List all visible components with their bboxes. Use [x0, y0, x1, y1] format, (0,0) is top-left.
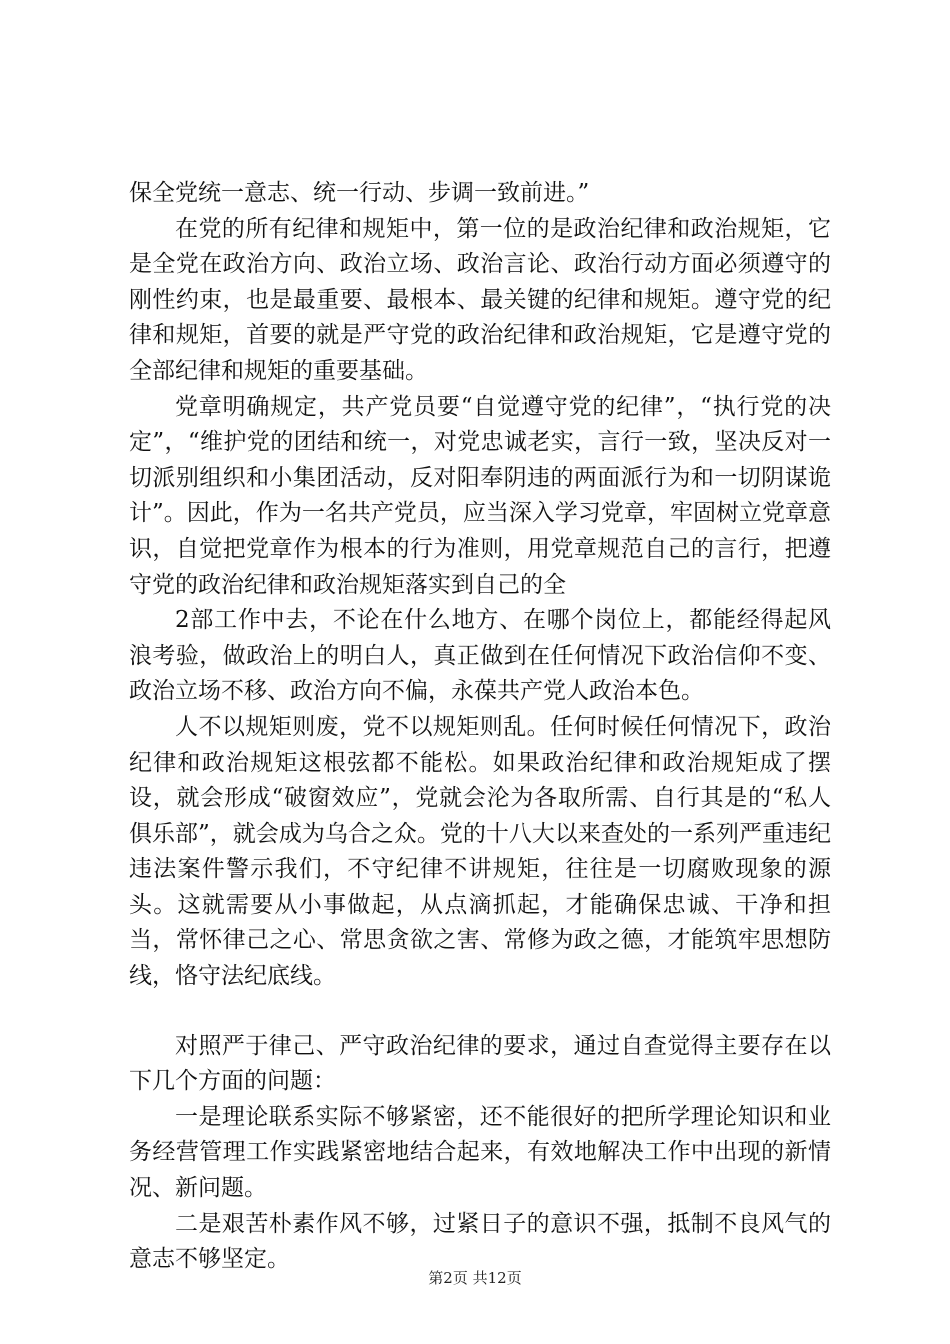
paragraph-party-constitution: 党章明确规定，共产党员要“自觉遵守党的纪律”，“执行党的决定”，“维护党的团结和统一，对党忠诚老实，言行一致，坚决反对一切派别组织和小集团活动，反对阳奉阴违的两面派行为和一切阴谋诡计”。因此，作为一名共产党员，应当深入学习党章，牢固树立党章意识，自觉把党章作为根本的行为准则，用党章规范自己的言行，把遵守党的政治纪律和政治规矩落实到自己的全	[129, 393, 831, 598]
paragraph-gap	[129, 995, 831, 1029]
paragraph-political-discipline: 在党的所有纪律和规矩中，第一位的是政治纪律和政治规矩，它是全党在政治方向、政治立场、政治言论、政治行动方面必须遵守的刚性约束，也是最重要、最根本、最关键的纪律和规矩。遵守党的纪律和规矩，首要的就是严守党的政治纪律和政治规矩，它是遵守党的全部纪律和规矩的重要基础。	[129, 215, 831, 384]
paragraph-continuation: 保全党统一意志、统一行动、步调一致前进。”	[129, 180, 590, 206]
paragraph-issue-one: 一是理论联系实际不够紧密，还不能很好的把所学理论知识和业务经营管理工作实践紧密地结合起来，有效地解决工作中出现的新情况、新问题。	[129, 1103, 831, 1202]
paragraph-self-check: 对照严于律己、严守政治纪律的要求，通过自查觉得主要存在以下几个方面的问题：	[129, 1032, 831, 1095]
paragraph-issue-two: 二是艰苦朴素作风不够，过紧日子的意识不强，抵制不良风气的意志不够坚定。	[129, 1210, 831, 1273]
paragraph-rules-importance: 人不以规矩则废，党不以规矩则乱。任何时候任何情况下，政治纪律和政治规矩这根弦都不能松。如果政治纪律和政治规矩成了摆设，就会形成“破窗效应”，党就会沦为各取所需、自行其是的“私人俱乐部”，就会成为乌合之众。党的十八大以来查处的一系列严重违纪违法案件警示我们，不守纪律不讲规矩，往往是一切腐败现象的源头。这就需要从小事做起，从点滴抓起，才能确保忠诚、干净和担当，常怀律己之心、常思贪欲之害、常修为政之德，才能筑牢思想防线，恪守法纪底线。	[129, 713, 831, 990]
paragraph-work-commitment: 2部工作中去，不论在什么地方、在哪个岗位上，都能经得起风浪考验，做政治上的明白人，真正做到在任何情况下政治信仰不变、政治立场不移、政治方向不偏，永葆共产党人政治本色。	[129, 607, 831, 705]
document-body	[129, 176, 831, 1278]
page-footer: 第2页 共12页	[428, 1269, 522, 1287]
